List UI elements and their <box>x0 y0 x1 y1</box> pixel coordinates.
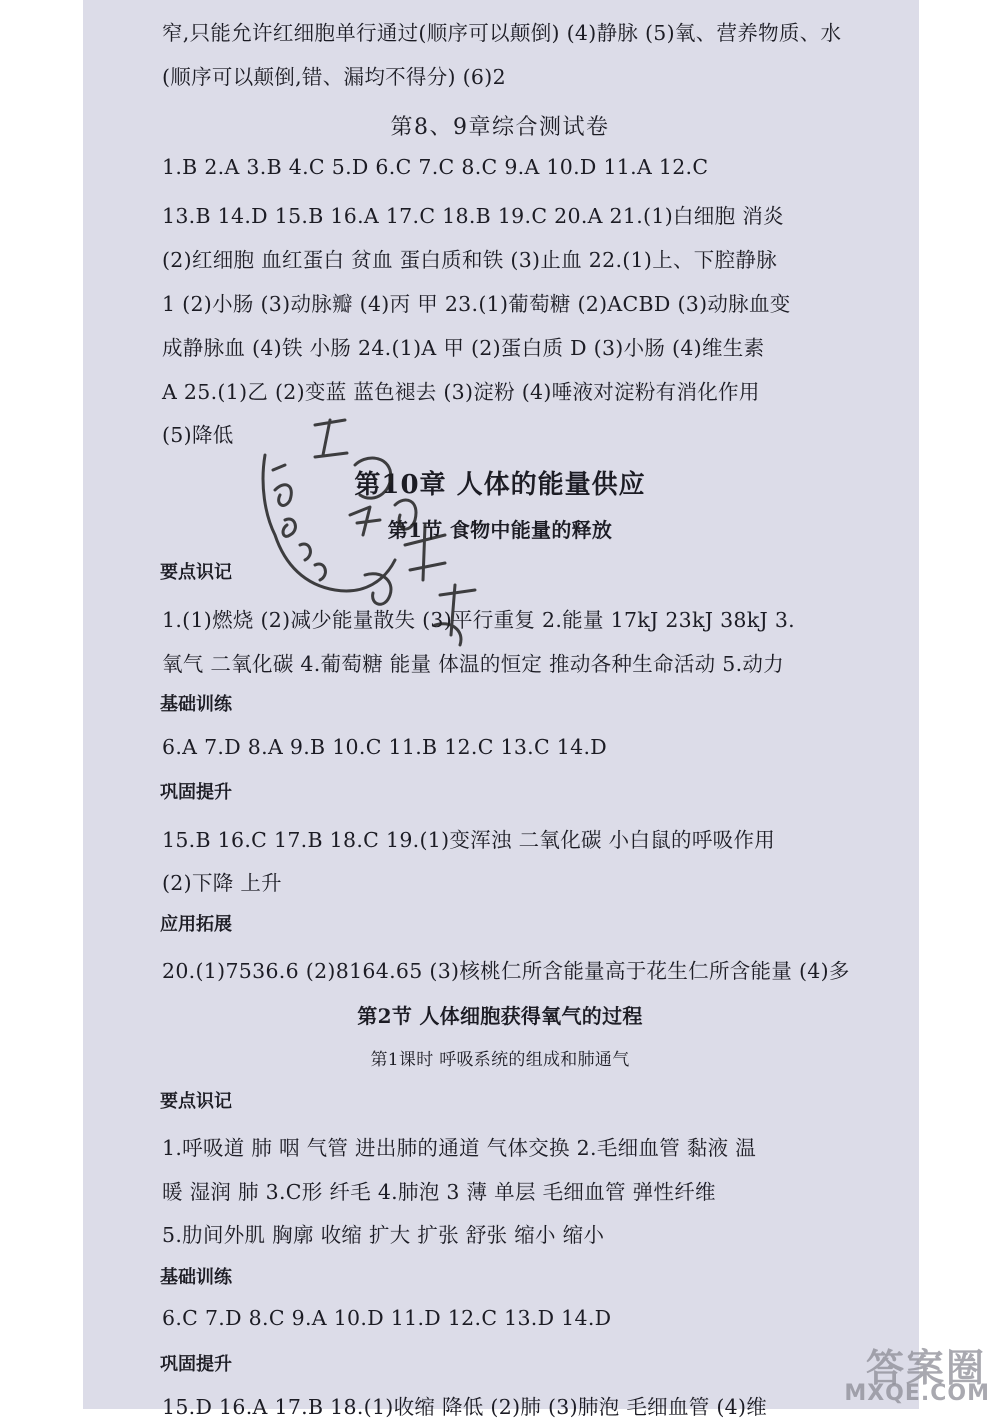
subhead-consolidation: 巩固提升 <box>160 782 232 803</box>
answer-line: (2)下降 上升 <box>162 871 282 895</box>
answer-line: 1.(1)燃烧 (2)减少能量散失 (3)平行重复 2.能量 17kJ 23kJ 38kJ 3. <box>162 608 795 632</box>
watermark-logo-top: 答案圈 <box>865 1346 986 1390</box>
answer-line: (5)降低 <box>162 423 234 447</box>
subhead-basic-training: 基础训练 <box>160 1267 232 1288</box>
subhead-consolidation: 巩固提升 <box>160 1354 232 1375</box>
section-heading: 第1节 食物中能量的释放 <box>387 518 613 542</box>
answer-line: 窄,只能允许红细胞单行通过(顺序可以颠倒) (4)静脉 (5)氧、营养物质、水 <box>162 21 842 45</box>
answer-line: 6.C 7.D 8.C 9.A 10.D 11.D 12.C 13.D 14.D <box>162 1306 612 1330</box>
answer-line: 15.D 16.A 17.B 18.(1)收缩 降低 (2)肺 (3)肺泡 毛细血管 (4)维 <box>162 1395 768 1419</box>
subhead-key-points: 要点识记 <box>160 562 232 583</box>
answer-line: (顺序可以颠倒,错、漏均不得分) (6)2 <box>162 65 506 89</box>
answer-line: 5.肋间外肌 胸廓 收缩 扩大 扩张 舒张 缩小 缩小 <box>162 1223 605 1247</box>
answer-line: 1.B 2.A 3.B 4.C 5.D 6.C 7.C 8.C 9.A 10.D 11.A 12.C <box>162 155 709 179</box>
answer-line: 13.B 14.D 15.B 16.A 17.C 18.B 19.C 20.A 21.(1)白细胞 消炎 <box>162 204 784 228</box>
subhead-key-points: 要点识记 <box>160 1091 232 1112</box>
answer-line: 15.B 16.C 17.B 18.C 19.(1)变浑浊 二氧化碳 小白鼠的呼吸作用 <box>162 828 776 852</box>
answer-line: (2)红细胞 血红蛋白 贫血 蛋白质和铁 (3)止血 22.(1)上、下腔静脉 <box>162 248 777 272</box>
answer-line: 20.(1)7536.6 (2)8164.65 (3)核桃仁所含能量高于花生仁所含能量 (4)多 <box>162 959 850 983</box>
section-heading: 第2节 人体细胞获得氧气的过程 <box>357 1004 643 1028</box>
chapter-heading: 第10章 人体的能量供应 <box>354 470 646 500</box>
watermark-logo <box>770 1335 1000 1409</box>
answer-line: 6.A 7.D 8.A 9.B 10.C 11.B 12.C 13.C 14.D <box>162 735 608 759</box>
lesson-heading: 第1课时 呼吸系统的组成和肺通气 <box>370 1050 630 1070</box>
test-heading: 第8、9章综合测试卷 <box>390 115 610 140</box>
answer-line: 氧气 二氧化碳 4.葡萄糖 能量 体温的恒定 推动各种生命活动 5.动力 <box>162 652 785 676</box>
answer-line: 1 (2)小肠 (3)动脉瓣 (4)丙 甲 23.(1)葡萄糖 (2)ACBD (3)动脉血变 <box>162 292 791 316</box>
answer-line: 1.呼吸道 肺 咽 气管 进出肺的通道 气体交换 2.毛细血管 黏液 温 <box>162 1136 757 1160</box>
subhead-application: 应用拓展 <box>160 914 232 935</box>
answer-line: A 25.(1)乙 (2)变蓝 蓝色褪去 (3)淀粉 (4)唾液对淀粉有消化作用 <box>162 380 760 404</box>
answer-line: 暖 湿润 肺 3.C形 纤毛 4.肺泡 3 薄 单层 毛细血管 弹性纤维 <box>162 1180 716 1204</box>
subhead-basic-training: 基础训练 <box>160 694 232 715</box>
watermark-logo-bottom: MXQE.COM <box>844 1381 990 1406</box>
answer-line: 成静脉血 (4)铁 小肠 24.(1)A 甲 (2)蛋白质 D (3)小肠 (4)维生素 <box>162 336 765 360</box>
